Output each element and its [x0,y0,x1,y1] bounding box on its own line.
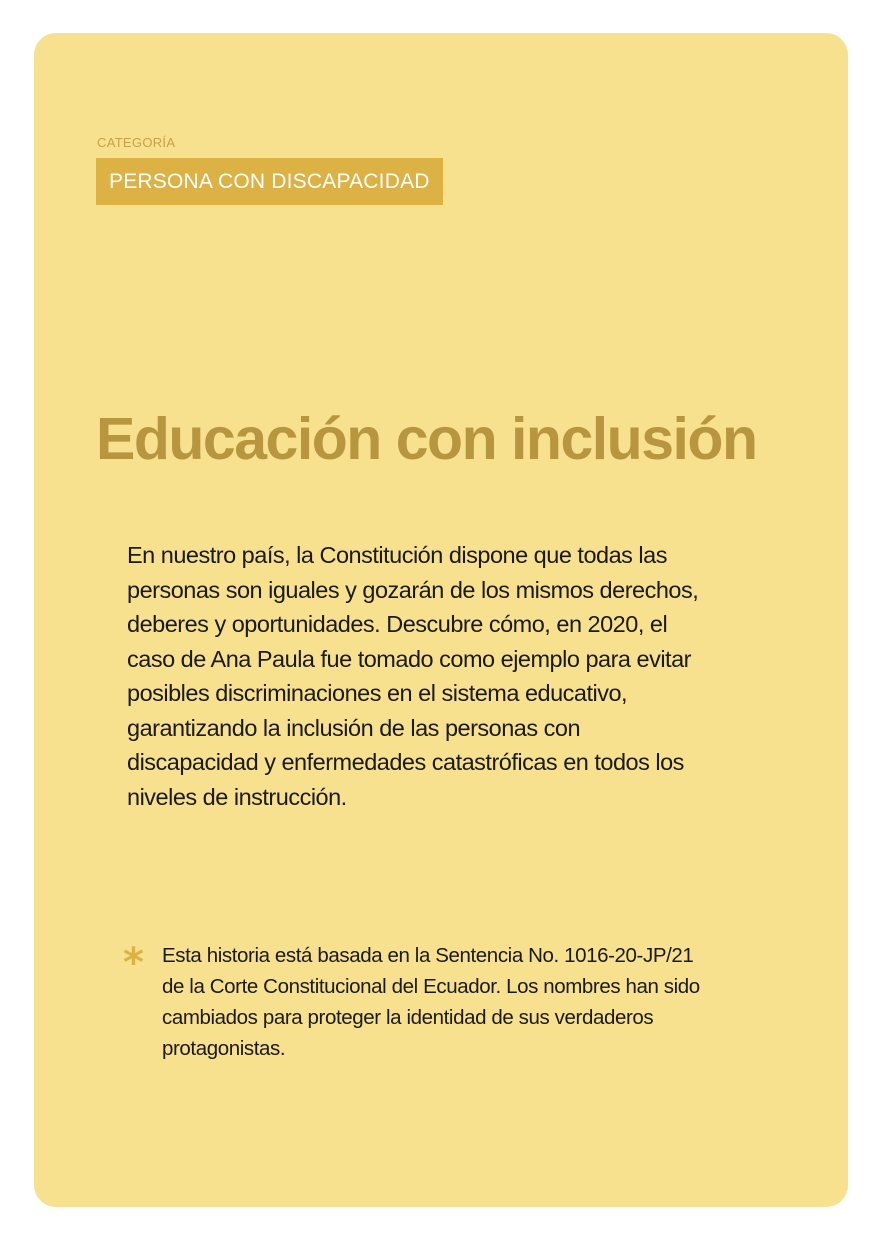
footnote-text: Esta historia está basada en la Sentencia No. 1016-20-JP/21 de la Corte Constitucional del Ecuador. Los nombres han sido cambiados para proteger la identidad de sus verdaderos protagonistas. [162,944,700,1060]
intro-paragraph: En nuestro país, la Constitución dispone que todas las personas son iguales y gozarán de los mismos derechos, deberes y oportunidades. Descubre cómo, en 2020, el caso de Ana Paula fue tomado como ejemplo para evitar posibles discriminaciones en el sistema educativo, garantizando la inclusión de las personas con discapacidad y enfermedades catastróficas en todos los niveles de instrucción. [127,542,699,810]
page-title: Educación con inclusión [96,406,757,472]
category-tag: PERSONA CON DISCAPACIDAD [96,158,443,205]
category-label: CATEGORÍA [97,135,176,150]
asterisk-icon: * [123,940,144,986]
